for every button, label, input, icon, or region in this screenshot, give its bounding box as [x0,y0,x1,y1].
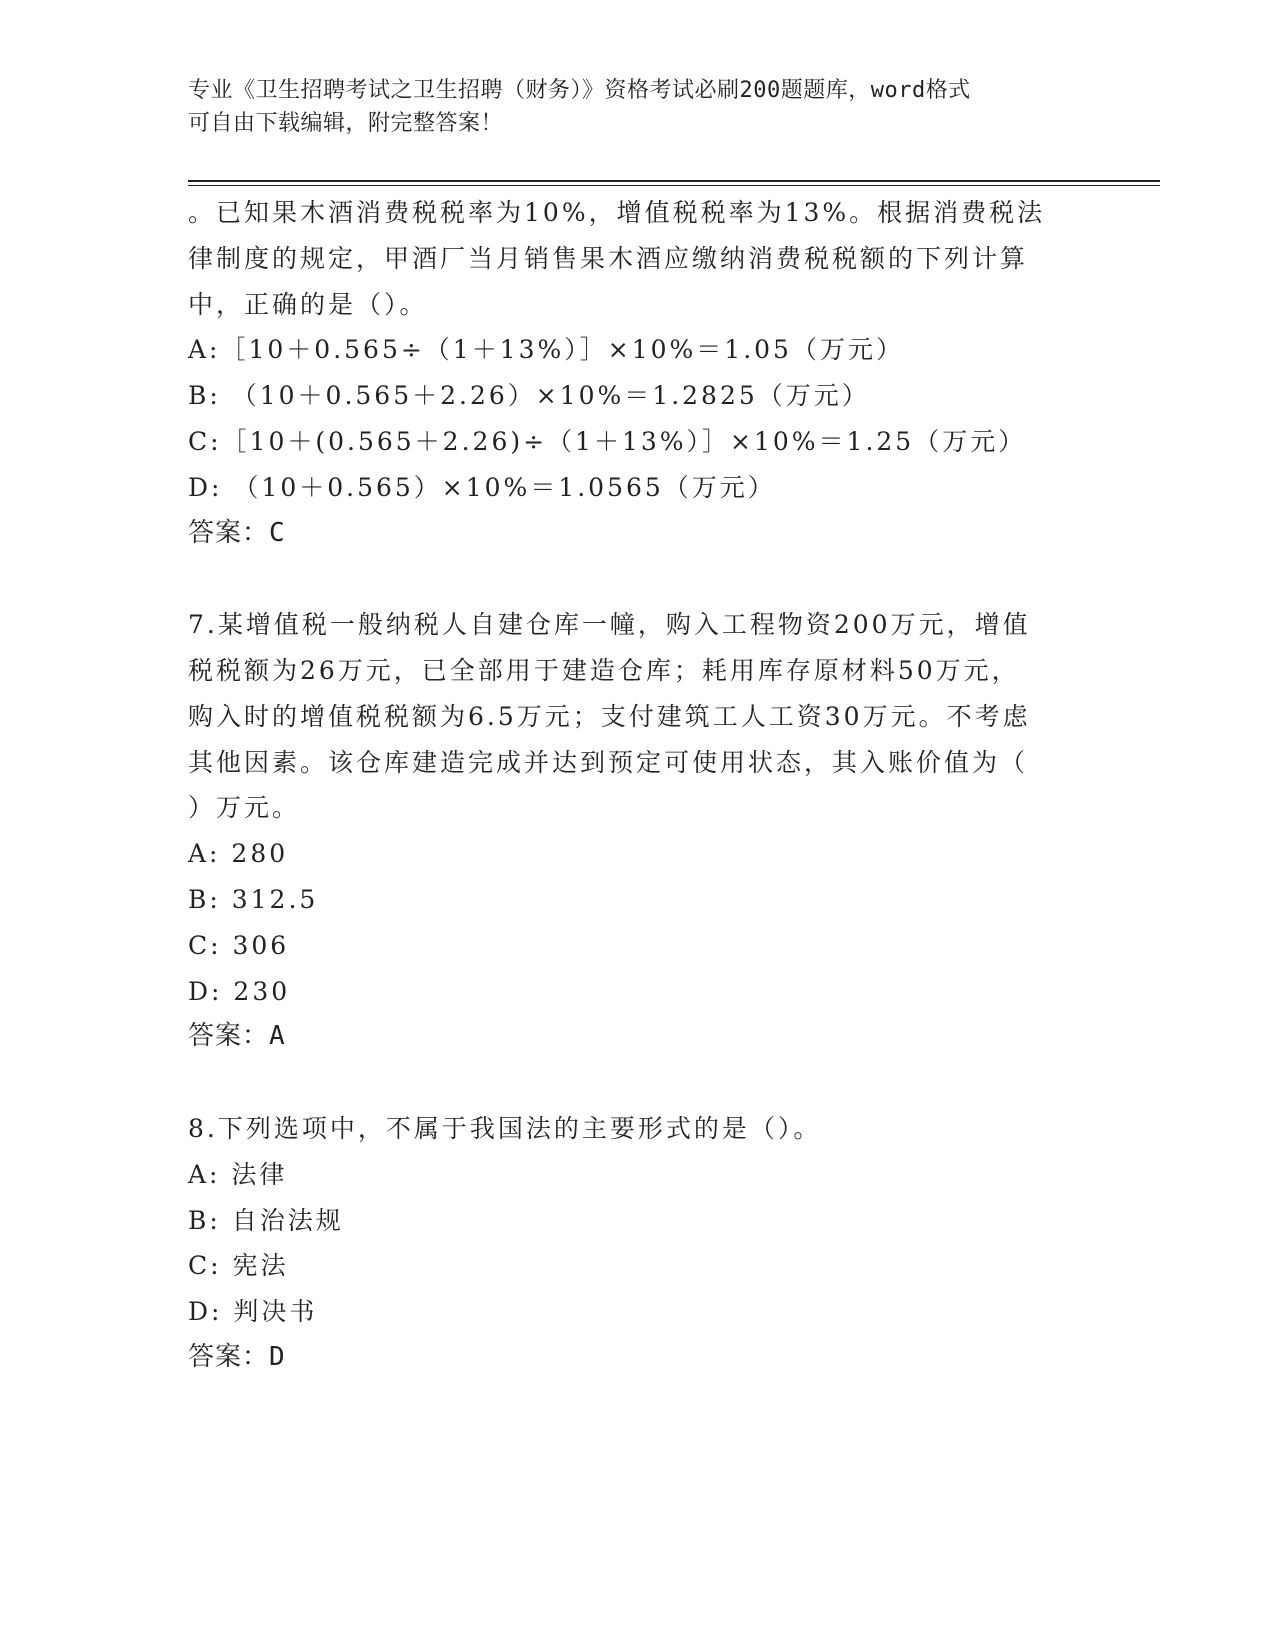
option-b: B: 312.5 [188,884,319,914]
answer-line: 答案：D [188,1341,286,1372]
document-header [188,74,1078,140]
option-d: D: 判决书 [188,1297,318,1327]
question-spacer [188,556,1088,602]
header-title-line-1: 专业《卫生招聘考试之卫生招聘（财务）》资格考试必刷200题题库，word格式 [188,78,971,103]
option-d: D: 230 [188,976,291,1006]
option-c: C: 306 [188,930,290,960]
question-stem-line: 购入时的增值税税额为6.5万元；支付建筑工人工资30万元。不考虑 [188,701,1031,731]
question-stem-line: 7.某增值税一般纳税人自建仓库一幢，购入工程物资200万元，增值 [188,610,1031,640]
question-stem-line: 律制度的规定，甲酒厂当月销售果木酒应缴纳消费税税额的下列计算 [188,243,1029,273]
question-stem-line: ）万元。 [188,793,301,823]
header-divider-thick [188,180,1160,182]
question-8 [188,1106,1088,1381]
question-stem-line: 。已知果木酒消费税税率为10%，增值税税率为13%。根据消费税法 [188,198,1046,227]
option-a: A: 280 [188,839,289,869]
question-spacer [188,1060,1088,1106]
option-a: A: 法律 [188,1159,288,1189]
answer-line: 答案：A [188,1021,286,1052]
header-title-line-2: 可自由下载编辑，附完整答案！ [188,111,504,136]
option-a: A:［10＋0.565÷（1＋13%）］×10%＝1.05（万元） [188,335,904,365]
question-stem-line: 中，正确的是（）。 [188,289,428,319]
question-stem-line: 其他因素。该仓库建造完成并达到预定可使用状态，其入账价值为（ [188,747,1029,777]
question-stem-line: 税税额为26万元，已全部用于建造仓库；耗用库存原材料50万元， [188,655,1020,685]
question-6 [188,190,1088,556]
option-c: C:［10＋(0.565＋2.26)÷（1＋13%）］×10%＝1.25（万元） [188,426,1027,456]
option-c: C: 宪法 [188,1251,289,1281]
option-b: B: （10＋0.565＋2.26）×10%＝1.2825（万元） [188,381,870,411]
question-stem-line: 8.下列选项中，不属于我国法的主要形式的是（）。 [188,1113,822,1143]
document-body [188,190,1088,1381]
header-divider-thin [188,185,1160,186]
answer-line: 答案：C [188,517,286,548]
option-b: B: 自治法规 [188,1205,344,1235]
question-7 [188,602,1088,1060]
option-d: D: （10＋0.565）×10%＝1.0565（万元） [188,472,776,502]
